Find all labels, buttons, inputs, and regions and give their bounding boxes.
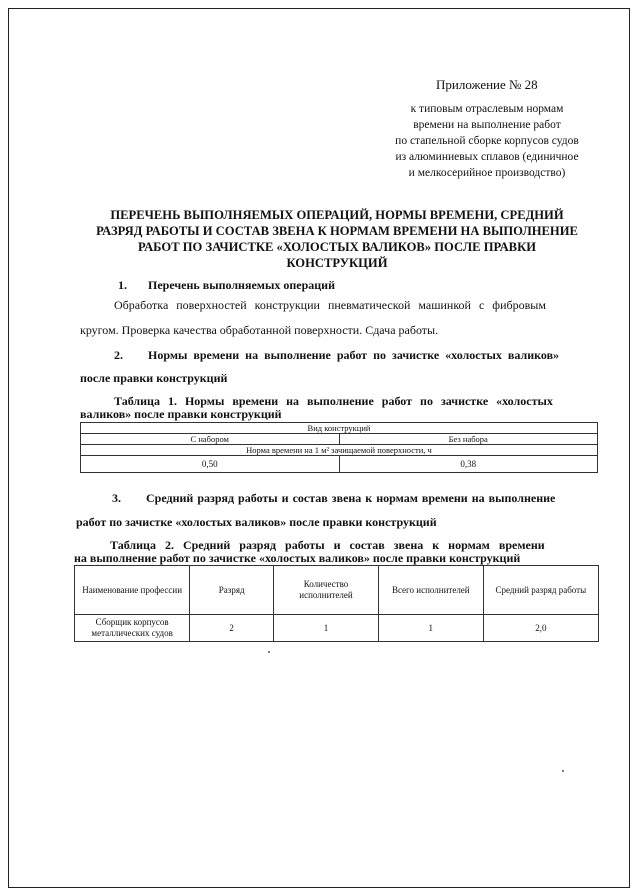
table1-unit-row: Норма времени на 1 м² зачищаемой поверхности, ч [81, 445, 598, 456]
section2-heading-line: Нормы времени на выполнение работ по зачистке «холостых валиков» [148, 348, 560, 362]
table1-value: 0,50 [81, 456, 340, 473]
scan-speck [268, 651, 270, 653]
appendix-desc-line: из алюминиевых сплавов (единичное [395, 151, 579, 163]
scan-speck [562, 770, 564, 772]
title-line: ПЕРЕЧЕНЬ ВЫПОЛНЯЕМЫХ ОПЕРАЦИЙ, НОРМЫ ВРЕМЕНИ, СРЕДНИЙ [110, 208, 564, 222]
section1-text-line: кругом. Проверка качества обработанной поверхности. Сдача работы. [80, 323, 439, 337]
table2 [74, 565, 599, 642]
table1-header-top: Вид конструкций [81, 423, 598, 434]
table2-cell-profession: Сборщик корпусов металлических судов [75, 615, 190, 642]
table2-cell-grade: 2 [190, 615, 274, 642]
section3-heading-line: работ по зачистке «холостых валиков» после правки конструкций [76, 515, 437, 529]
appendix-desc-line: времени на выполнение работ [413, 119, 561, 131]
table2-caption-line: Таблица 2. Средний разряд работы и состав звена к нормам времени [110, 538, 545, 552]
table1 [80, 422, 598, 473]
title-line: РАБОТ ПО ЗАЧИСТКЕ «ХОЛОСТЫХ ВАЛИКОВ» ПОСЛЕ ПРАВКИ [138, 240, 536, 254]
section3-number: 3. [112, 491, 121, 505]
table2-cell-count: 1 [274, 615, 379, 642]
table1-value: 0,38 [339, 456, 598, 473]
section1-text-line: Обработка поверхностей конструкции пневматической машинкой с фибровым [114, 298, 546, 312]
appendix-desc-line: и мелкосерийное производство) [408, 167, 566, 179]
appendix-number: Приложение № 28 [436, 77, 538, 92]
table2-header-count: Количество исполнителей [274, 566, 379, 615]
table1-caption-line: Таблица 1. Нормы времени на выполнение работ по зачистке «холостых [114, 394, 553, 408]
table2-caption-line: на выполнение работ по зачистке «холостых валиков» после правки конструкций [74, 551, 521, 565]
title-line: РАЗРЯД РАБОТЫ И СОСТАВ ЗВЕНА К НОРМАМ ВРЕМЕНИ НА ВЫПОЛНЕНИЕ [96, 224, 578, 238]
table2-header-total: Всего исполнителей [378, 566, 483, 615]
table1-col-header: Без набора [339, 434, 598, 445]
table2-header-avg-grade: Средний разряд работы [483, 566, 598, 615]
appendix-description [372, 101, 602, 181]
section1-heading: Перечень выполняемых операций [148, 278, 335, 292]
section2-number: 2. [114, 348, 123, 362]
appendix-desc-line: к типовым отраслевым нормам [410, 103, 564, 115]
table2-cell-total: 1 [378, 615, 483, 642]
document-title [66, 207, 608, 271]
table1-col-header: С набором [81, 434, 340, 445]
section1-number: 1. [118, 278, 127, 292]
table2-header-profession: Наименование профессии [75, 566, 190, 615]
title-line: КОНСТРУКЦИЙ [286, 256, 388, 270]
table1-caption-line: валиков» после правки конструкций [80, 407, 282, 421]
section2-heading-line: после правки конструкций [80, 371, 228, 385]
appendix-desc-line: по стапельной сборке корпусов судов [395, 135, 579, 147]
table2-header-grade: Разряд [190, 566, 274, 615]
section3-heading-line: Средний разряд работы и состав звена к нормам времени на выполнение [146, 491, 556, 505]
table-row [75, 615, 599, 642]
table2-cell-avg-grade: 2,0 [483, 615, 598, 642]
